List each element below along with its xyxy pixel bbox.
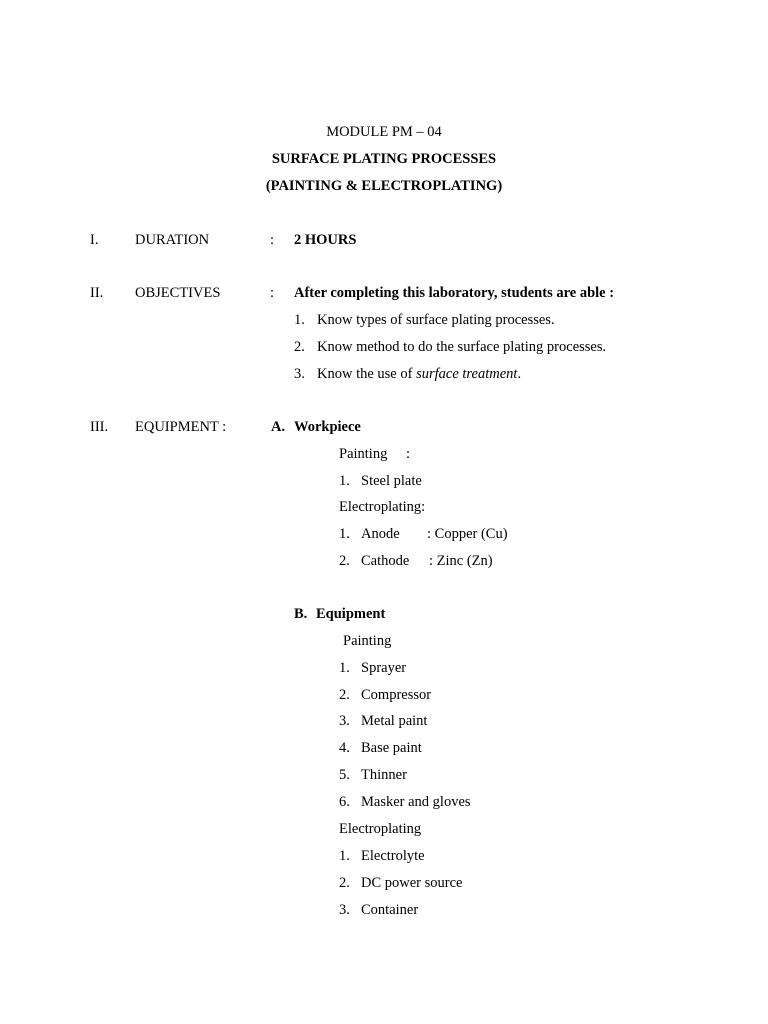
workpiece-item-text: Steel plate [361, 473, 422, 489]
equipment-item-text: Compressor [361, 687, 432, 703]
equipment-item-number: 3. [339, 713, 350, 729]
workpiece-letter: A. [271, 419, 286, 435]
equipment-item-number: 1. [339, 660, 350, 676]
equipment-item-number: 4. [339, 740, 350, 756]
equipment-item-text: Sprayer [361, 660, 407, 676]
equipment-item-text: Container [361, 902, 419, 918]
objective-item-text-prefix: Know the use of [317, 366, 417, 382]
workpiece-item-number: 1. [339, 526, 350, 542]
objective-item-emphasis: surface treatment [416, 366, 518, 382]
equipment-item-text: Electrolyte [361, 848, 425, 864]
equipment-item-text: Base paint [361, 740, 422, 756]
workpiece-heading: Workpiece [294, 419, 361, 435]
objectives-label: OBJECTIVES [135, 285, 221, 301]
equipment-number: III. [90, 419, 109, 435]
equipment-item-number: 6. [339, 794, 350, 810]
equipment-painting-label: Painting [343, 633, 392, 649]
equipment-item-text: Masker and gloves [361, 794, 471, 810]
equipment-item-text: DC power source [361, 875, 463, 891]
objective-item-number: 2. [294, 339, 305, 355]
electrode-name: Cathode [361, 553, 410, 569]
workpiece-item-number: 2. [339, 553, 350, 569]
page-subtitle: (PAINTING & ELECTROPLATING) [265, 178, 503, 194]
equipment-item-number: 2. [339, 687, 350, 703]
electrode-material: : Copper (Cu) [427, 526, 508, 542]
equipment-item-text: Thinner [361, 767, 407, 783]
workpiece-electroplating-label: Electroplating: [339, 499, 426, 515]
objective-item-text: Know types of surface plating processes. [317, 312, 555, 328]
duration-label: DURATION [135, 232, 210, 248]
module-code: MODULE PM – 04 [326, 124, 442, 140]
duration-colon: : [270, 232, 275, 248]
objective-item-number: 3. [294, 366, 305, 382]
equipment-item-number: 1. [339, 848, 350, 864]
equipment-item-number: 5. [339, 767, 350, 783]
equipment-item-number: 3. [339, 902, 350, 918]
equipment-label: EQUIPMENT : [135, 419, 227, 435]
electrode-name: Anode [361, 526, 400, 542]
duration-value: 2 HOURS [294, 232, 357, 248]
equipment-section-heading: Equipment [316, 606, 386, 622]
objective-item-text: Know method to do the surface plating processes. [317, 339, 607, 355]
equipment-section-letter: B. [294, 606, 308, 622]
objective-item-number: 1. [294, 312, 305, 328]
electrode-material: : Zinc (Zn) [429, 553, 493, 569]
equipment-item-number: 2. [339, 875, 350, 891]
equipment-electroplating-label: Electroplating [339, 821, 422, 837]
workpiece-painting-colon: : [406, 446, 411, 462]
objectives-intro: After completing this laboratory, students are able : [294, 285, 615, 301]
objective-item-text [317, 365, 521, 383]
duration-number: I. [90, 232, 99, 248]
objective-item-text-suffix: . [517, 366, 522, 382]
workpiece-item-number: 1. [339, 473, 350, 489]
page-title: SURFACE PLATING PROCESSES [271, 151, 497, 167]
objectives-number: II. [90, 285, 104, 301]
equipment-item-text: Metal paint [361, 713, 428, 729]
workpiece-painting-label: Painting [339, 446, 388, 462]
objectives-colon: : [270, 285, 275, 301]
